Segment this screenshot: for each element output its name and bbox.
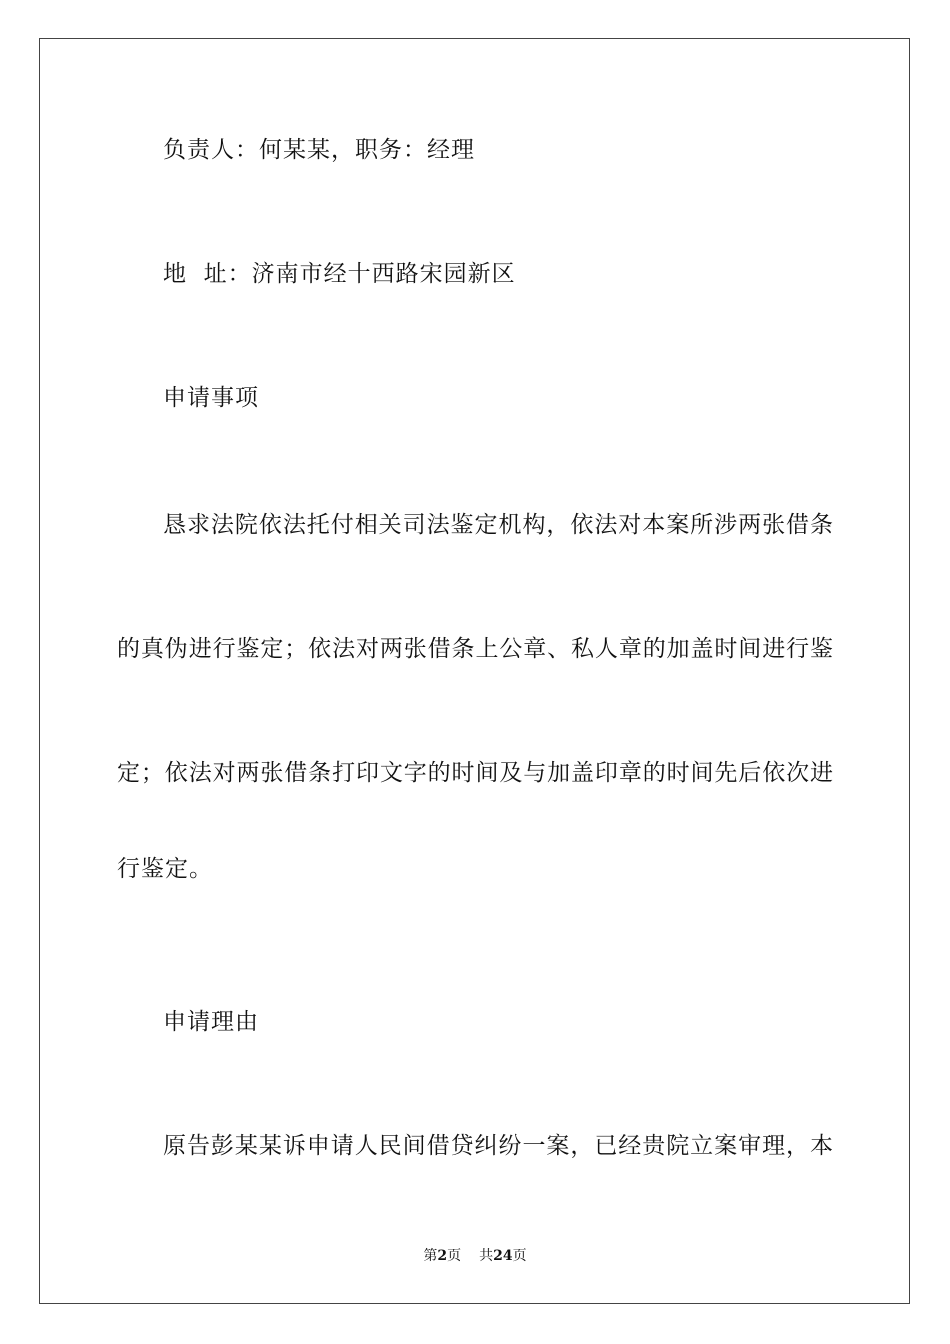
request-paragraph-line-1: 恳求法院依法托付相关司法鉴定机构，依法对本案所涉两张借条 (163, 512, 833, 538)
address-line: 地 址：济南市经十西路宋园新区 (163, 261, 516, 287)
footer-total-suffix: 页 (512, 1248, 527, 1264)
request-heading: 申请事项 (163, 385, 259, 411)
footer-page-suffix: 页 (447, 1248, 462, 1264)
reason-heading: 申请理由 (163, 1009, 259, 1035)
footer-total-prefix: 共 (479, 1248, 494, 1264)
page-border (39, 38, 910, 1304)
footer-page-number: 2 (437, 1248, 448, 1264)
footer-page-prefix: 第 (423, 1248, 438, 1264)
request-paragraph-line-4: 行鉴定。 (117, 856, 213, 882)
request-paragraph-line-3: 定；依法对两张借条打印文字的时间及与加盖印章的时间先后依次进 (117, 760, 833, 786)
footer-total-pages: 24 (493, 1248, 513, 1264)
request-paragraph-line-2: 的真伪进行鉴定；依法对两张借条上公章、私人章的加盖时间进行鉴 (117, 636, 833, 662)
page-footer (0, 1247, 950, 1265)
responsible-person-line: 负责人：何某某，职务：经理 (163, 137, 475, 163)
reason-paragraph-line-1: 原告彭某某诉申请人民间借贷纠纷一案，已经贵院立案审理，本 (163, 1133, 833, 1159)
